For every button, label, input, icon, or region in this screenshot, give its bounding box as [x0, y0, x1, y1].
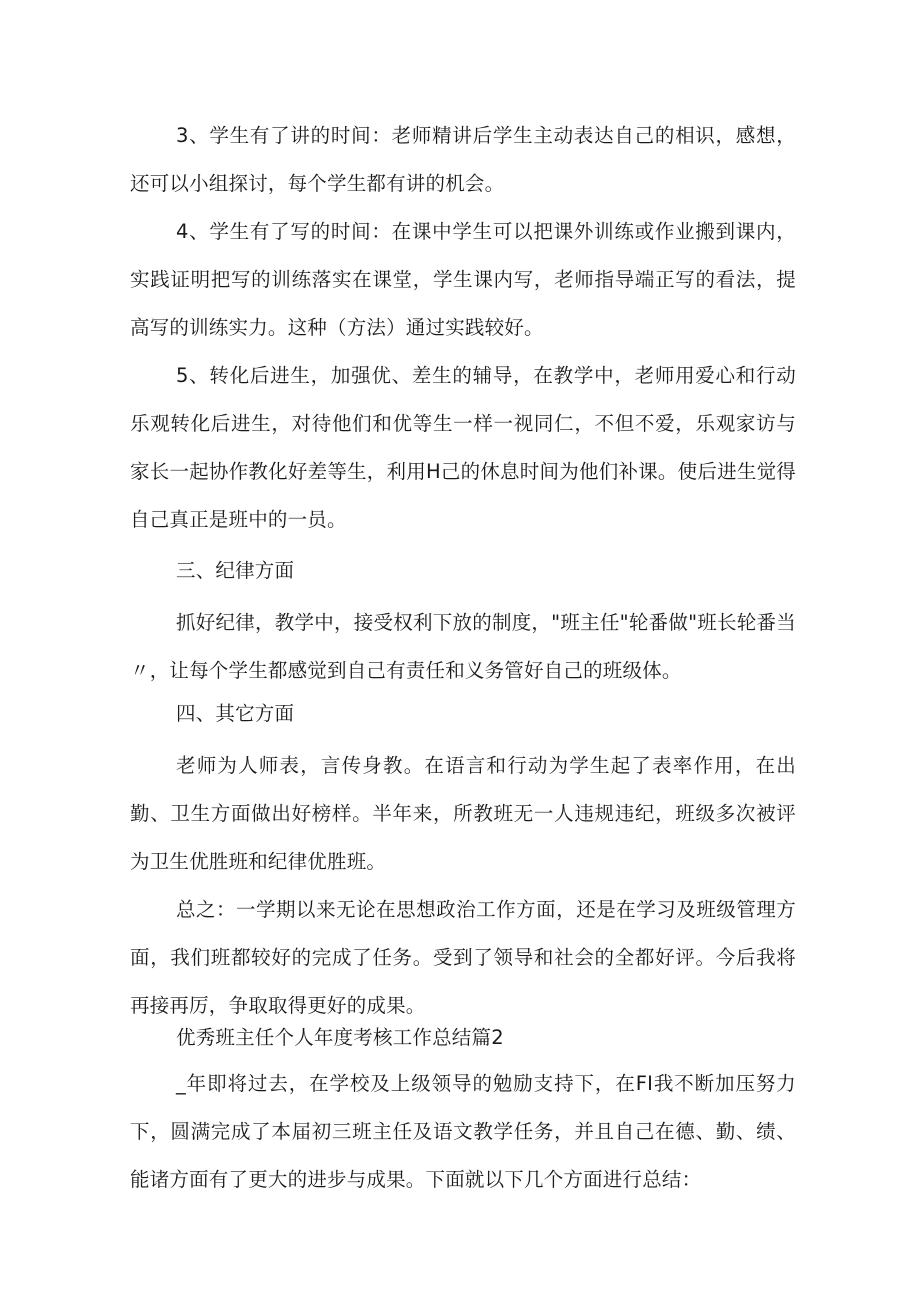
paragraph-student-speaking-time: 3、学生有了讲的时间：老师精讲后学生主动表达自己的相识，感想，还可以小组探讨，每个学生都有讲的机会。 — [130, 124, 796, 195]
article-title-part-2: 优秀班主任个人年度考核工作总结篇2 — [176, 1026, 504, 1049]
paragraph-summary: 总之：一学期以来无论在思想政治工作方面，还是在学习及班级管理方面，我们班都较好的完成了任务。受到了领导和社会的全都好评。今后我将再接再厉，争取取得更好的成果。 — [130, 898, 796, 1017]
section-heading-discipline: 三、纪律方面 — [176, 559, 295, 582]
section-heading-other-aspects: 四、其它方面 — [176, 702, 295, 725]
paragraph-underachiever-tutoring: 5、转化后进生，加强优、差生的辅导，在教学中，老师用爱心和行动乐观转化后进生，对待他们和优等生一样一视同仁，不但不爱，乐观家访与家长一起协作教化好差等生，利用H己的休息时间为他们补课。使后进生觉得自己真正是班中的一员。 — [130, 364, 796, 531]
paragraph-discipline: 抓好纪律，教学中，接受权利下放的制度，"班主任"轮番做"班长轮番当〃，让每个学生都感觉到自己有责任和义务管好自己的班级体。 — [130, 611, 796, 682]
paragraph-student-writing-time: 4、学生有了写的时间：在课中学生可以把课外训练或作业搬到课内，实践证明把写的训练落实在课堂，学生课内写，老师指导端正写的看法，提高写的训练实力。这种（方法）通过实践较好。 — [130, 220, 796, 339]
paragraph-year-review-intro: _年即将过去，在学校及上级领导的勉励支持下，在FI我不断加压努力下，圆满完成了本届初三班主任及语文教学任务，并且自己在德、勤、绩、能诸方面有了更大的进步与成果。下面就以下几个方面进行总结： — [130, 1072, 796, 1191]
paragraph-role-model: 老师为人师表，言传身教。在语言和行动为学生起了表率作用，在出勤、卫生方面做出好榜样。半年来，所教班无一人违规违纪，班级多次被评为卫生优胜班和纪律优胜班。 — [130, 754, 796, 873]
